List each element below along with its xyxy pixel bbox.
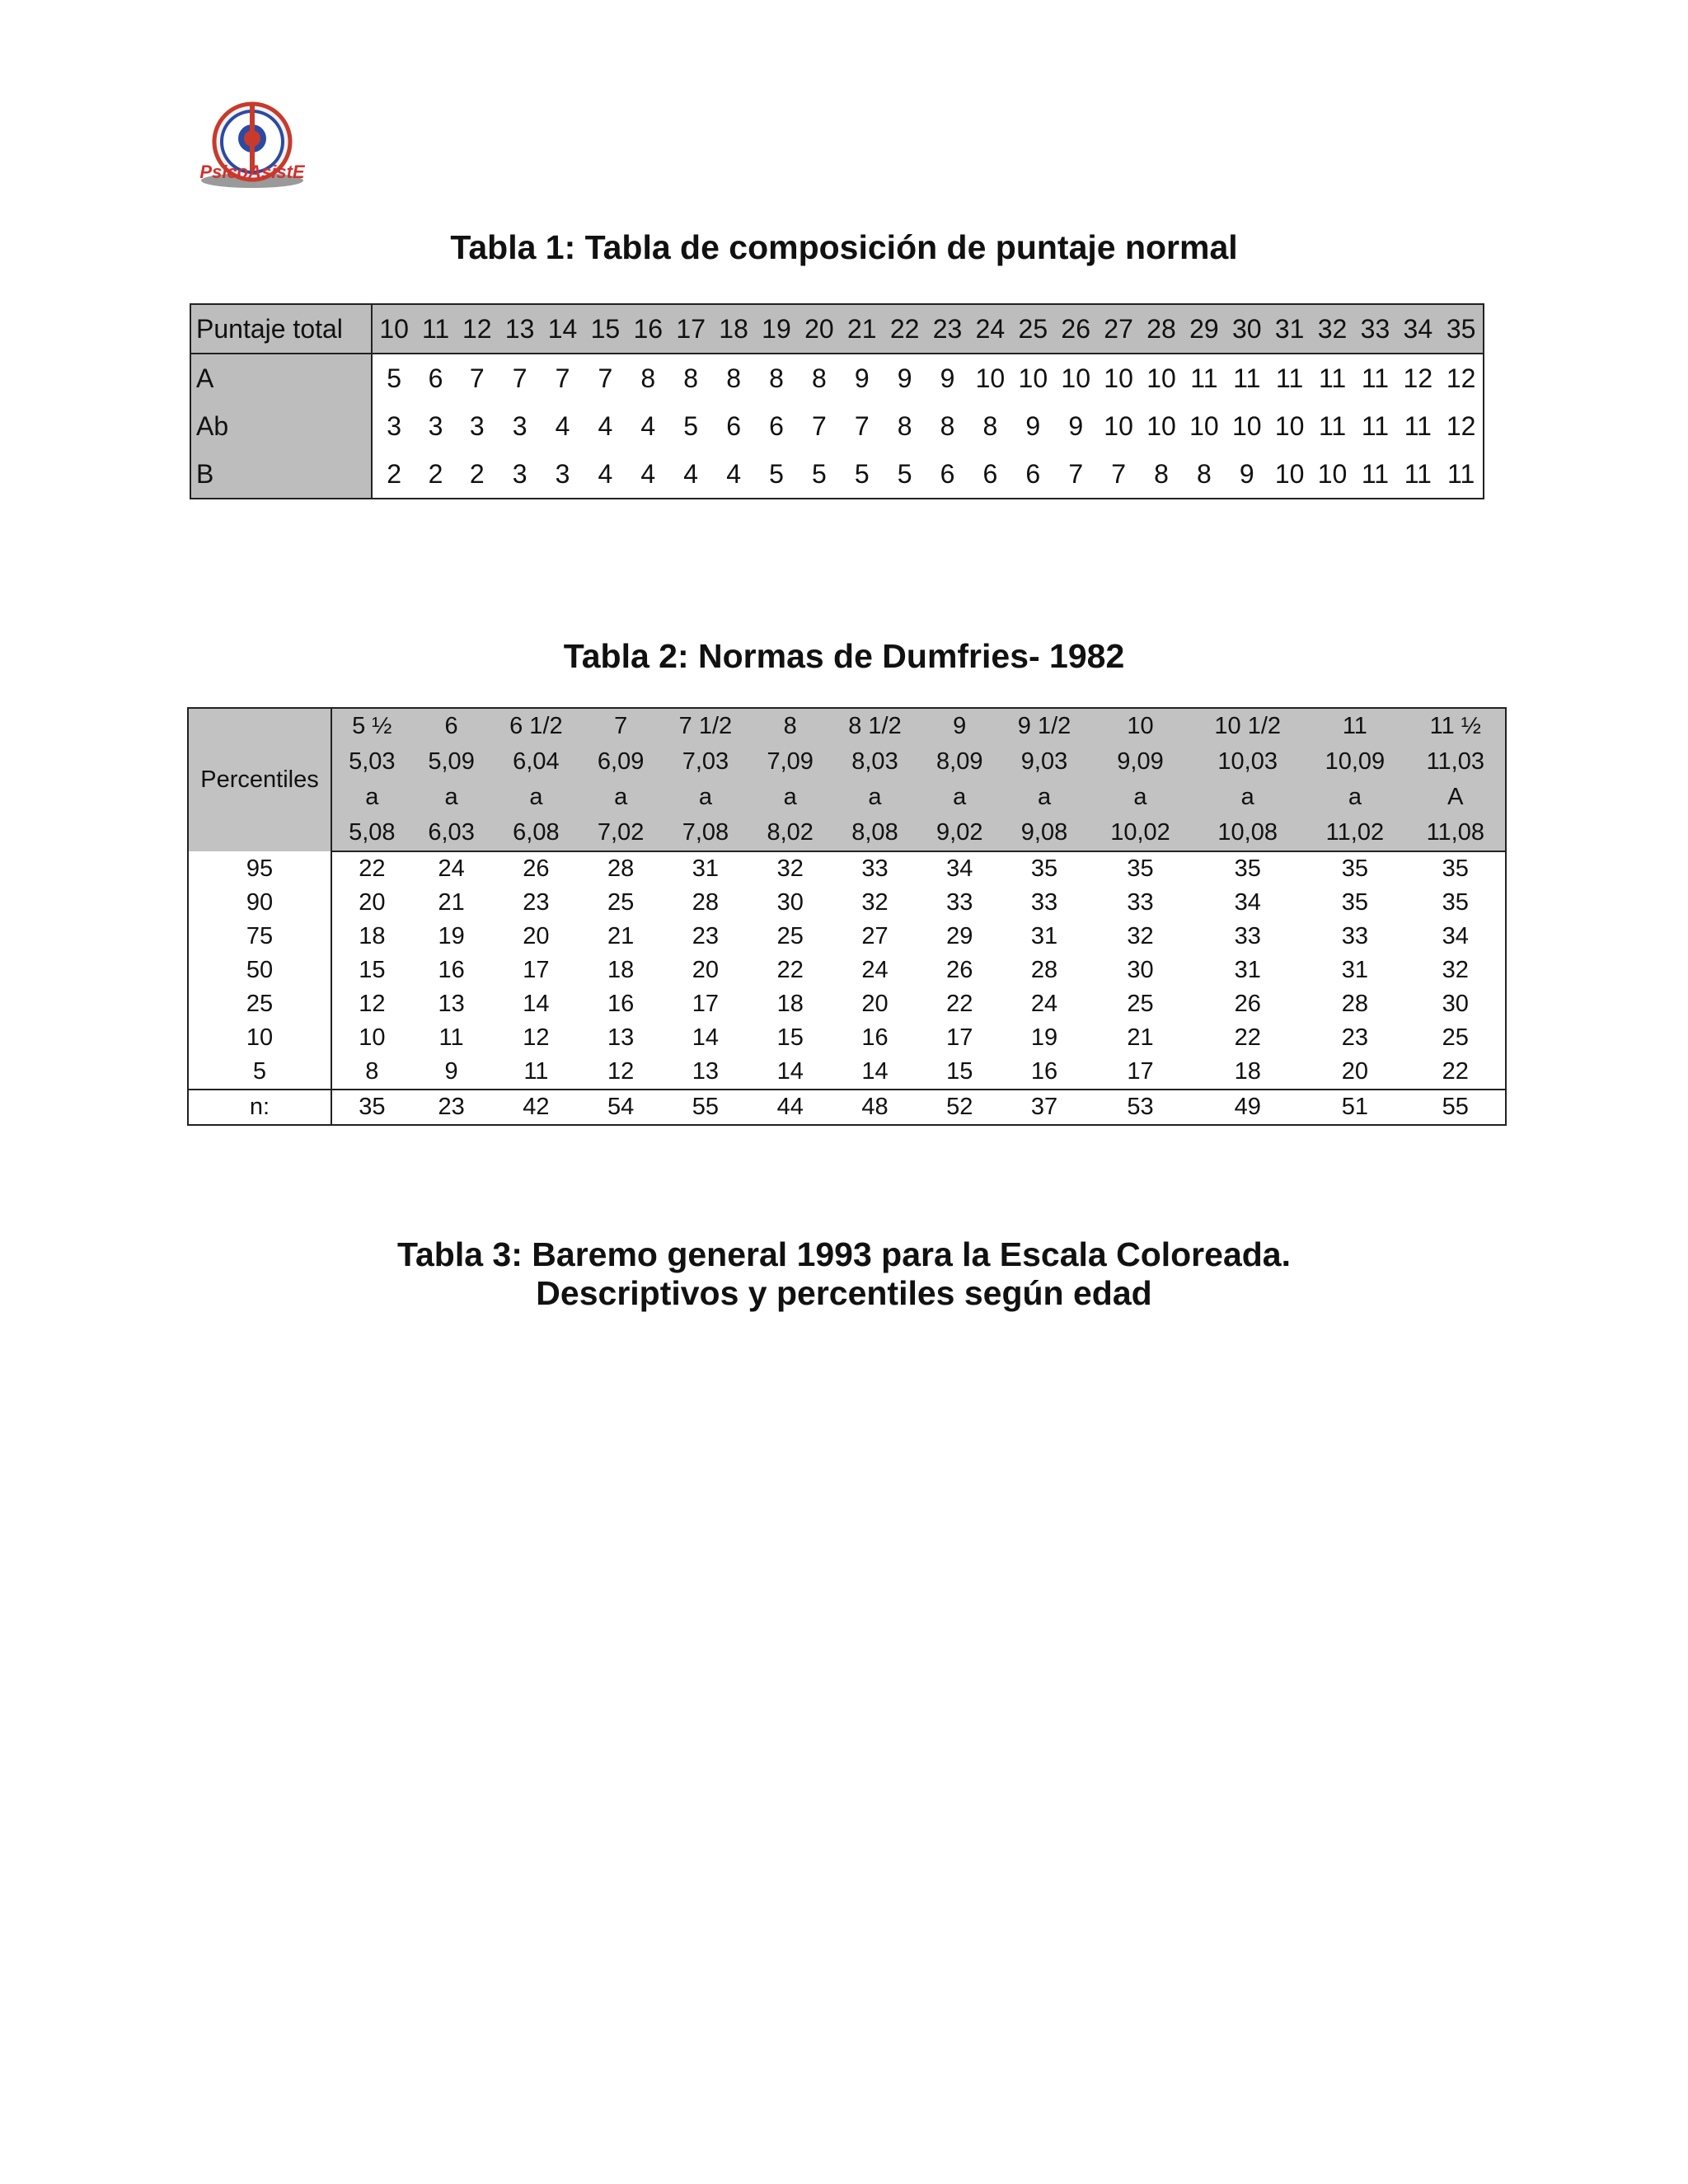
tabla1-score-cell: 34 xyxy=(1396,304,1439,354)
tabla1-score-cell: 13 xyxy=(499,304,542,354)
tabla2-range-to-cell: 7,08 xyxy=(660,815,751,851)
tabla1-value-cell: 4 xyxy=(640,458,656,489)
tabla2-value-cell: 15 xyxy=(946,1058,973,1085)
tabla2-range-to-cell: 6,03 xyxy=(412,815,491,851)
tabla2-value-cell: 17 xyxy=(946,1024,973,1051)
tabla1-score-cell: 18 xyxy=(712,304,755,354)
tabla2-value-cell: 28 xyxy=(692,889,720,916)
tabla1-value-cell: 6 xyxy=(726,410,741,441)
tabla1-value-cell: 10 xyxy=(1104,363,1133,393)
tabla1-value-cell: 6 xyxy=(982,458,998,489)
tabla1-value-cell: 11 xyxy=(1318,410,1347,441)
tabla2-row xyxy=(188,851,1506,886)
tabla2-value-cell: 32 xyxy=(776,855,804,882)
tabla2-range-sep-cell: a xyxy=(830,780,921,815)
tabla1-score-cell: 16 xyxy=(626,304,669,354)
tabla2-n-cell: 53 xyxy=(1090,1090,1191,1125)
tabla2-value-cell: 28 xyxy=(1030,957,1058,983)
tabla1-value-cell: 10 xyxy=(1104,410,1133,441)
tabla2-value-cell: 32 xyxy=(861,889,889,916)
tabla2-value-cell: 33 xyxy=(1234,923,1261,949)
tabla2-row-label: 25 xyxy=(188,987,331,1021)
tabla2-row xyxy=(188,954,1506,987)
tabla2-range-from-cell: 5,09 xyxy=(412,744,491,780)
tabla1-value-cell: 6 xyxy=(1025,458,1041,489)
tabla2-value-cell: 12 xyxy=(523,1024,550,1051)
tabla1-value-cell: 8 xyxy=(982,410,998,441)
tabla1-value-cell: 4 xyxy=(726,458,741,489)
tabla2-value-cell: 31 xyxy=(1234,957,1261,983)
tabla2-value-cell: 35 xyxy=(1127,855,1154,882)
tabla1-value-cell: 8 xyxy=(811,363,827,393)
tabla1-value-cell: 5 xyxy=(897,458,912,489)
tabla2-n-cell: 44 xyxy=(751,1090,830,1125)
tabla2-value-cell: 18 xyxy=(359,923,386,949)
tabla2-value-cell: 25 xyxy=(1442,1024,1469,1051)
tabla2-range-sep-cell: a xyxy=(1090,780,1191,815)
tabla2-age-cell: 8 xyxy=(751,708,830,744)
tabla2-range-from-cell: 9,09 xyxy=(1090,744,1191,780)
tabla1-value-cell: 2 xyxy=(387,458,402,489)
tabla2-range-to-cell: 11,08 xyxy=(1406,815,1506,851)
tabla2-range-to-row xyxy=(188,815,1506,851)
tabla1-value-cell: 11 xyxy=(1233,363,1261,393)
tabla1-value-cell: 10 xyxy=(1274,458,1305,489)
tabla2-value-cell: 28 xyxy=(607,855,635,882)
tabla1-value-cell: 8 xyxy=(897,410,912,441)
tabla1-value-cell: 11 xyxy=(1361,410,1390,441)
tabla1-row xyxy=(190,450,1484,499)
tabla1-value-cell: 5 xyxy=(683,410,699,441)
tabla1-value-cell: 11 xyxy=(1361,458,1390,489)
tabla2-value-cell: 26 xyxy=(1234,991,1261,1017)
tabla2-range-to-cell: 5,08 xyxy=(331,815,412,851)
tabla1-score-cell: 27 xyxy=(1097,304,1140,354)
tabla2-value-cell: 14 xyxy=(692,1024,720,1051)
tabla2-value-cell: 23 xyxy=(1341,1024,1369,1051)
tabla1-value-cell: 8 xyxy=(726,363,741,393)
tabla2-range-sep-row xyxy=(188,780,1506,815)
tabla2-range-sep-cell: A xyxy=(1406,780,1506,815)
tabla2-value-cell: 20 xyxy=(692,957,720,983)
tabla2-value-cell: 35 xyxy=(1442,889,1469,916)
tabla2-value-cell: 24 xyxy=(1030,991,1058,1017)
tabla2-value-cell: 19 xyxy=(438,923,465,949)
tabla2-value-cell: 19 xyxy=(1030,1024,1058,1051)
tabla1-score-cell: 22 xyxy=(884,304,926,354)
tabla2-age-cell: 5 ½ xyxy=(331,708,412,744)
tabla2-value-cell: 22 xyxy=(776,957,804,983)
tabla2-value-cell: 14 xyxy=(861,1058,889,1085)
tabla2-value-cell: 17 xyxy=(692,991,720,1017)
tabla2-value-cell: 18 xyxy=(607,957,635,983)
tabla2-age-cell: 10 xyxy=(1090,708,1191,744)
tabla1-value-cell: 11 xyxy=(1190,363,1218,393)
tabla1-score-cell: 31 xyxy=(1268,304,1311,354)
tabla2-range-sep-cell: a xyxy=(491,780,582,815)
tabla1-value-cell: 4 xyxy=(598,410,613,441)
tabla2-value-cell: 35 xyxy=(1030,855,1058,882)
tabla2-n-cell: 54 xyxy=(581,1090,660,1125)
tabla2-n-cell: 55 xyxy=(660,1090,751,1125)
tabla2-row xyxy=(188,886,1506,920)
tabla2-age-cell: 7 1/2 xyxy=(660,708,751,744)
tabla1-value-cell: 11 xyxy=(1447,458,1475,489)
tabla1-value-cell: 9 xyxy=(854,363,870,393)
tabla2-n-cell: 35 xyxy=(331,1090,412,1125)
tabla2-value-cell: 31 xyxy=(692,855,720,882)
tabla2-value-cell: 25 xyxy=(776,923,804,949)
tabla2-value-cell: 33 xyxy=(1127,889,1154,916)
tabla2-value-cell: 33 xyxy=(1341,923,1369,949)
tabla2-value-cell: 15 xyxy=(776,1024,804,1051)
tabla2-value-cell: 13 xyxy=(692,1058,720,1085)
tabla1-value-cell: 12 xyxy=(1446,410,1476,441)
tabla2-range-to-cell: 10,08 xyxy=(1191,815,1304,851)
tabla2-row xyxy=(188,987,1506,1021)
tabla2-value-cell: 22 xyxy=(1234,1024,1261,1051)
tabla1-value-cell: 11 xyxy=(1404,410,1432,441)
tabla1-value-cell: 9 xyxy=(1068,410,1084,441)
tabla2-value-cell: 11 xyxy=(438,1024,464,1051)
tabla2-value-cell: 17 xyxy=(523,957,550,983)
svg-text:PsicoAsistE: PsicoAsistE xyxy=(199,162,305,182)
tabla2-range-from-cell: 7,03 xyxy=(660,744,751,780)
tabla2-value-cell: 28 xyxy=(1341,991,1369,1017)
tabla1-value-cell: 9 xyxy=(1025,410,1041,441)
tabla2-row-label: 75 xyxy=(188,920,331,954)
tabla2-value-cell: 23 xyxy=(523,889,550,916)
tabla2-value-cell: 35 xyxy=(1341,889,1369,916)
tabla2-range-from-cell: 8,09 xyxy=(920,744,999,780)
tabla2-row-label: 5 xyxy=(188,1055,331,1090)
tabla2-n-cell: 48 xyxy=(830,1090,921,1125)
tabla1-value-cell: 11 xyxy=(1318,363,1347,393)
tabla2-age-cell: 8 1/2 xyxy=(830,708,921,744)
tabla2-value-cell: 25 xyxy=(1127,991,1154,1017)
tabla2-value-cell: 20 xyxy=(861,991,889,1017)
tabla1-value-cell: 10 xyxy=(1317,458,1348,489)
tabla2-value-cell: 14 xyxy=(523,991,550,1017)
tabla1-value-cell: 11 xyxy=(1361,363,1390,393)
tabla2-value-cell: 30 xyxy=(1442,991,1469,1017)
tabla2-n-cell: 37 xyxy=(999,1090,1090,1125)
tabla3-title-line2: Descriptivos y percentiles según edad xyxy=(536,1274,1152,1312)
tabla2-value-cell: 10 xyxy=(359,1024,386,1051)
tabla2-row-label: 95 xyxy=(188,851,331,886)
tabla1-score-cell: 30 xyxy=(1226,304,1268,354)
tabla2-range-from-cell: 5,03 xyxy=(331,744,412,780)
tabla2-body xyxy=(188,851,1506,1090)
tabla1-value-cell: 5 xyxy=(387,363,402,393)
tabla1-score-cell: 35 xyxy=(1439,304,1484,354)
tabla2-row xyxy=(188,1055,1506,1090)
tabla2-n-cell: 23 xyxy=(412,1090,491,1125)
tabla1-score-cell: 10 xyxy=(372,304,415,354)
tabla1-value-cell: 9 xyxy=(1239,458,1254,489)
tabla1-value-cell: 9 xyxy=(897,363,912,393)
tabla1-value-cell: 2 xyxy=(469,458,485,489)
tabla1-score-cell: 11 xyxy=(415,304,455,354)
tabla2-range-to-cell: 7,02 xyxy=(581,815,660,851)
tabla1-score-cell: 21 xyxy=(841,304,884,354)
tabla2-n-label: n: xyxy=(188,1090,331,1125)
tabla2-value-cell: 26 xyxy=(523,855,550,882)
tabla2-value-cell: 30 xyxy=(776,889,804,916)
tabla1-value-cell: 7 xyxy=(1068,458,1084,489)
tabla2-value-cell: 20 xyxy=(359,889,386,916)
tabla2-range-sep-cell: a xyxy=(920,780,999,815)
tabla1-table xyxy=(190,303,1484,499)
tabla1-value-cell: 4 xyxy=(683,458,699,489)
tabla1-title: Tabla 1: Tabla de composición de puntaje normal xyxy=(450,228,1238,266)
tabla2-value-cell: 34 xyxy=(1442,923,1469,949)
tabla3-title-line1: Tabla 3: Baremo general 1993 para la Escala Coloreada. xyxy=(397,1235,1291,1273)
tabla2-value-cell: 33 xyxy=(946,889,973,916)
tabla2-range-from-cell: 6,09 xyxy=(581,744,660,780)
tabla1-value-cell: 8 xyxy=(1196,458,1212,489)
tabla2-value-cell: 16 xyxy=(438,957,465,983)
tabla1-value-cell: 8 xyxy=(940,410,955,441)
tabla2-age-cell: 9 xyxy=(920,708,999,744)
tabla2-age-cell: 6 1/2 xyxy=(491,708,582,744)
tabla1-score-cell: 25 xyxy=(1011,304,1054,354)
tabla2-value-cell: 34 xyxy=(946,855,973,882)
tabla1-value-cell: 8 xyxy=(1154,458,1169,489)
tabla2-range-to-cell: 9,08 xyxy=(999,815,1090,851)
tabla1-value-cell: 12 xyxy=(1403,363,1433,393)
tabla1-value-cell: 11 xyxy=(1404,458,1432,489)
tabla2-range-from-cell: 10,03 xyxy=(1191,744,1304,780)
tabla2-row-label: 50 xyxy=(188,954,331,987)
tabla2-value-cell: 16 xyxy=(1030,1058,1058,1085)
tabla2-n-cell: 42 xyxy=(491,1090,582,1125)
tabla1-value-cell: 3 xyxy=(555,458,570,489)
tabla1-score-cell: 23 xyxy=(926,304,969,354)
tabla2-value-cell: 31 xyxy=(1341,957,1369,983)
tabla2-value-cell: 13 xyxy=(607,1024,635,1051)
tabla1-value-cell: 10 xyxy=(1146,410,1176,441)
tabla2-value-cell: 20 xyxy=(1341,1058,1369,1085)
tabla2-value-cell: 26 xyxy=(946,957,973,983)
tabla2-value-cell: 9 xyxy=(444,1058,458,1085)
tabla2-value-cell: 23 xyxy=(692,923,720,949)
tabla1-score-cell: 17 xyxy=(669,304,712,354)
tabla2-value-cell: 24 xyxy=(438,855,465,882)
tabla1-value-cell: 10 xyxy=(1274,410,1305,441)
tabla2-range-to-cell: 6,08 xyxy=(491,815,582,851)
tabla1-value-cell: 4 xyxy=(640,410,656,441)
tabla2-row xyxy=(188,920,1506,954)
tabla2-n-cell: 55 xyxy=(1406,1090,1506,1125)
tabla2-value-cell: 35 xyxy=(1442,855,1469,882)
tabla2-value-cell: 20 xyxy=(523,923,550,949)
tabla2-table xyxy=(187,707,1507,1126)
tabla1-value-cell: 5 xyxy=(769,458,784,489)
tabla1-value-cell: 3 xyxy=(387,410,402,441)
tabla2-row-label: 10 xyxy=(188,1021,331,1055)
tabla1-row xyxy=(190,354,1484,402)
tabla1-row-label: A xyxy=(190,354,372,402)
tabla1-value-cell: 3 xyxy=(512,458,528,489)
tabla2-age-cell: 11 xyxy=(1304,708,1405,744)
tabla2-range-from-cell: 7,09 xyxy=(751,744,830,780)
tabla1-value-cell: 9 xyxy=(940,363,955,393)
tabla2-value-cell: 21 xyxy=(1127,1024,1154,1051)
tabla1-value-cell: 6 xyxy=(940,458,955,489)
tabla2-value-cell: 16 xyxy=(607,991,635,1017)
tabla1-value-cell: 10 xyxy=(1189,410,1219,441)
tabla2-value-cell: 13 xyxy=(438,991,465,1017)
tabla2-range-sep-cell: a xyxy=(751,780,830,815)
tabla1-value-cell: 3 xyxy=(469,410,485,441)
tabla1-score-cell: 14 xyxy=(542,304,584,354)
tabla2-age-cell: 7 xyxy=(581,708,660,744)
tabla2-value-cell: 18 xyxy=(776,991,804,1017)
tabla1-value-cell: 10 xyxy=(975,363,1006,393)
tabla1-score-cell: 12 xyxy=(456,304,499,354)
tabla2-age-cell: 9 1/2 xyxy=(999,708,1090,744)
tabla2-value-cell: 27 xyxy=(861,923,889,949)
tabla2-range-from-cell: 8,03 xyxy=(830,744,921,780)
tabla1-value-cell: 12 xyxy=(1446,363,1476,393)
tabla2-value-cell: 21 xyxy=(438,889,465,916)
tabla2-value-cell: 12 xyxy=(359,991,386,1017)
tabla2-range-sep-cell: a xyxy=(1304,780,1405,815)
tabla2-range-to-cell: 9,02 xyxy=(920,815,999,851)
tabla2-n-row xyxy=(188,1090,1506,1125)
tabla2-range-from-cell: 6,04 xyxy=(491,744,582,780)
tabla2-row-label: 90 xyxy=(188,886,331,920)
tabla1-score-cell: 19 xyxy=(755,304,798,354)
tabla2-n-cell: 51 xyxy=(1304,1090,1405,1125)
tabla1-row-label: B xyxy=(190,450,372,499)
tabla1-value-cell: 6 xyxy=(769,410,784,441)
tabla1-row xyxy=(190,402,1484,450)
tabla2-n-cell: 52 xyxy=(920,1090,999,1125)
tabla2-title: Tabla 2: Normas de Dumfries- 1982 xyxy=(563,637,1125,675)
tabla2-value-cell: 22 xyxy=(946,991,973,1017)
tabla1-value-cell: 5 xyxy=(854,458,870,489)
tabla2-value-cell: 25 xyxy=(607,889,635,916)
tabla2-value-cell: 32 xyxy=(1127,923,1154,949)
tabla1-value-cell: 3 xyxy=(428,410,443,441)
tabla2-value-cell: 18 xyxy=(1234,1058,1261,1085)
tabla2-range-to-cell: 10,02 xyxy=(1090,815,1191,851)
tabla2-range-sep-cell: a xyxy=(581,780,660,815)
tabla2-range-from-cell: 11,03 xyxy=(1406,744,1506,780)
tabla2-range-from-cell: 9,03 xyxy=(999,744,1090,780)
tabla1-value-cell: 8 xyxy=(683,363,699,393)
tabla2-range-to-cell: 8,08 xyxy=(830,815,921,851)
tabla1-header-row xyxy=(190,304,1484,354)
tabla2-value-cell: 29 xyxy=(946,923,973,949)
tabla1-value-cell: 4 xyxy=(598,458,613,489)
tabla2-value-cell: 22 xyxy=(1442,1058,1469,1085)
tabla2-range-to-cell: 11,02 xyxy=(1304,815,1405,851)
tabla2-value-cell: 32 xyxy=(1442,957,1469,983)
tabla1-header-label: Puntaje total xyxy=(190,304,372,354)
psicoasiste-logo xyxy=(188,97,328,194)
tabla2-age-row xyxy=(188,708,1506,744)
tabla1-value-cell: 7 xyxy=(1111,458,1126,489)
tabla1-row-label: Ab xyxy=(190,402,372,450)
tabla2-age-cell: 11 ½ xyxy=(1406,708,1506,744)
tabla1-value-cell: 8 xyxy=(640,363,656,393)
tabla2-range-sep-cell: a xyxy=(660,780,751,815)
tabla2-value-cell: 16 xyxy=(861,1024,889,1051)
tabla2-value-cell: 34 xyxy=(1234,889,1261,916)
tabla1-score-cell: 26 xyxy=(1054,304,1097,354)
tabla2-value-cell: 22 xyxy=(359,855,386,882)
tabla2-value-cell: 14 xyxy=(776,1058,804,1085)
tabla1-value-cell: 7 xyxy=(469,363,485,393)
tabla1-value-cell: 7 xyxy=(555,363,570,393)
tabla2-value-cell: 31 xyxy=(1030,923,1058,949)
tabla2-age-cell: 6 xyxy=(412,708,491,744)
tabla2-value-cell: 15 xyxy=(359,957,386,983)
tabla1-value-cell: 10 xyxy=(1231,410,1262,441)
tabla1-value-cell: 8 xyxy=(769,363,784,393)
tabla1-score-cell: 29 xyxy=(1183,304,1226,354)
tabla1-value-cell: 3 xyxy=(512,410,528,441)
tabla2-age-cell: 10 1/2 xyxy=(1191,708,1304,744)
tabla1-score-cell: 15 xyxy=(584,304,626,354)
tabla2-value-cell: 35 xyxy=(1234,855,1261,882)
tabla2-value-cell: 17 xyxy=(1127,1058,1154,1085)
tabla2-range-sep-cell: a xyxy=(999,780,1090,815)
tabla2-value-cell: 33 xyxy=(861,855,889,882)
tabla1-value-cell: 6 xyxy=(428,363,443,393)
tabla1-value-cell: 7 xyxy=(854,410,870,441)
tabla2-value-cell: 12 xyxy=(607,1058,635,1085)
tabla1-value-cell: 5 xyxy=(811,458,827,489)
tabla2-value-cell: 30 xyxy=(1127,957,1154,983)
tabla2-value-cell: 21 xyxy=(607,923,635,949)
tabla1-score-cell: 33 xyxy=(1354,304,1397,354)
tabla2-value-cell: 11 xyxy=(523,1058,549,1085)
tabla2-value-cell: 8 xyxy=(365,1058,379,1085)
tabla1-value-cell: 10 xyxy=(1018,363,1048,393)
tabla1-value-cell: 2 xyxy=(428,458,443,489)
tabla2-n-cell: 49 xyxy=(1191,1090,1304,1125)
tabla2-value-cell: 35 xyxy=(1341,855,1369,882)
tabla2-range-to-cell: 8,02 xyxy=(751,815,830,851)
tabla1-value-cell: 7 xyxy=(811,410,827,441)
tabla2-row xyxy=(188,1021,1506,1055)
tabla2-range-from-cell: 10,09 xyxy=(1304,744,1405,780)
tabla2-range-sep-cell: a xyxy=(1191,780,1304,815)
tabla1-score-cell: 24 xyxy=(968,304,1011,354)
tabla1-score-cell: 32 xyxy=(1311,304,1354,354)
tabla1-value-cell: 7 xyxy=(598,363,613,393)
tabla1-value-cell: 7 xyxy=(512,363,528,393)
tabla2-range-from-row xyxy=(188,744,1506,780)
tabla1-value-cell: 10 xyxy=(1146,363,1176,393)
tabla1-value-cell: 11 xyxy=(1276,363,1304,393)
tabla2-header-label: Percentiles xyxy=(188,708,331,851)
tabla2-range-sep-cell: a xyxy=(331,780,412,815)
tabla1-value-cell: 4 xyxy=(555,410,570,441)
tabla1-value-cell: 10 xyxy=(1061,363,1090,393)
tabla2-range-sep-cell: a xyxy=(412,780,491,815)
tabla1-score-cell: 28 xyxy=(1140,304,1183,354)
tabla2-value-cell: 24 xyxy=(861,957,889,983)
tabla1-score-cell: 20 xyxy=(798,304,841,354)
tabla2-value-cell: 33 xyxy=(1030,889,1058,916)
